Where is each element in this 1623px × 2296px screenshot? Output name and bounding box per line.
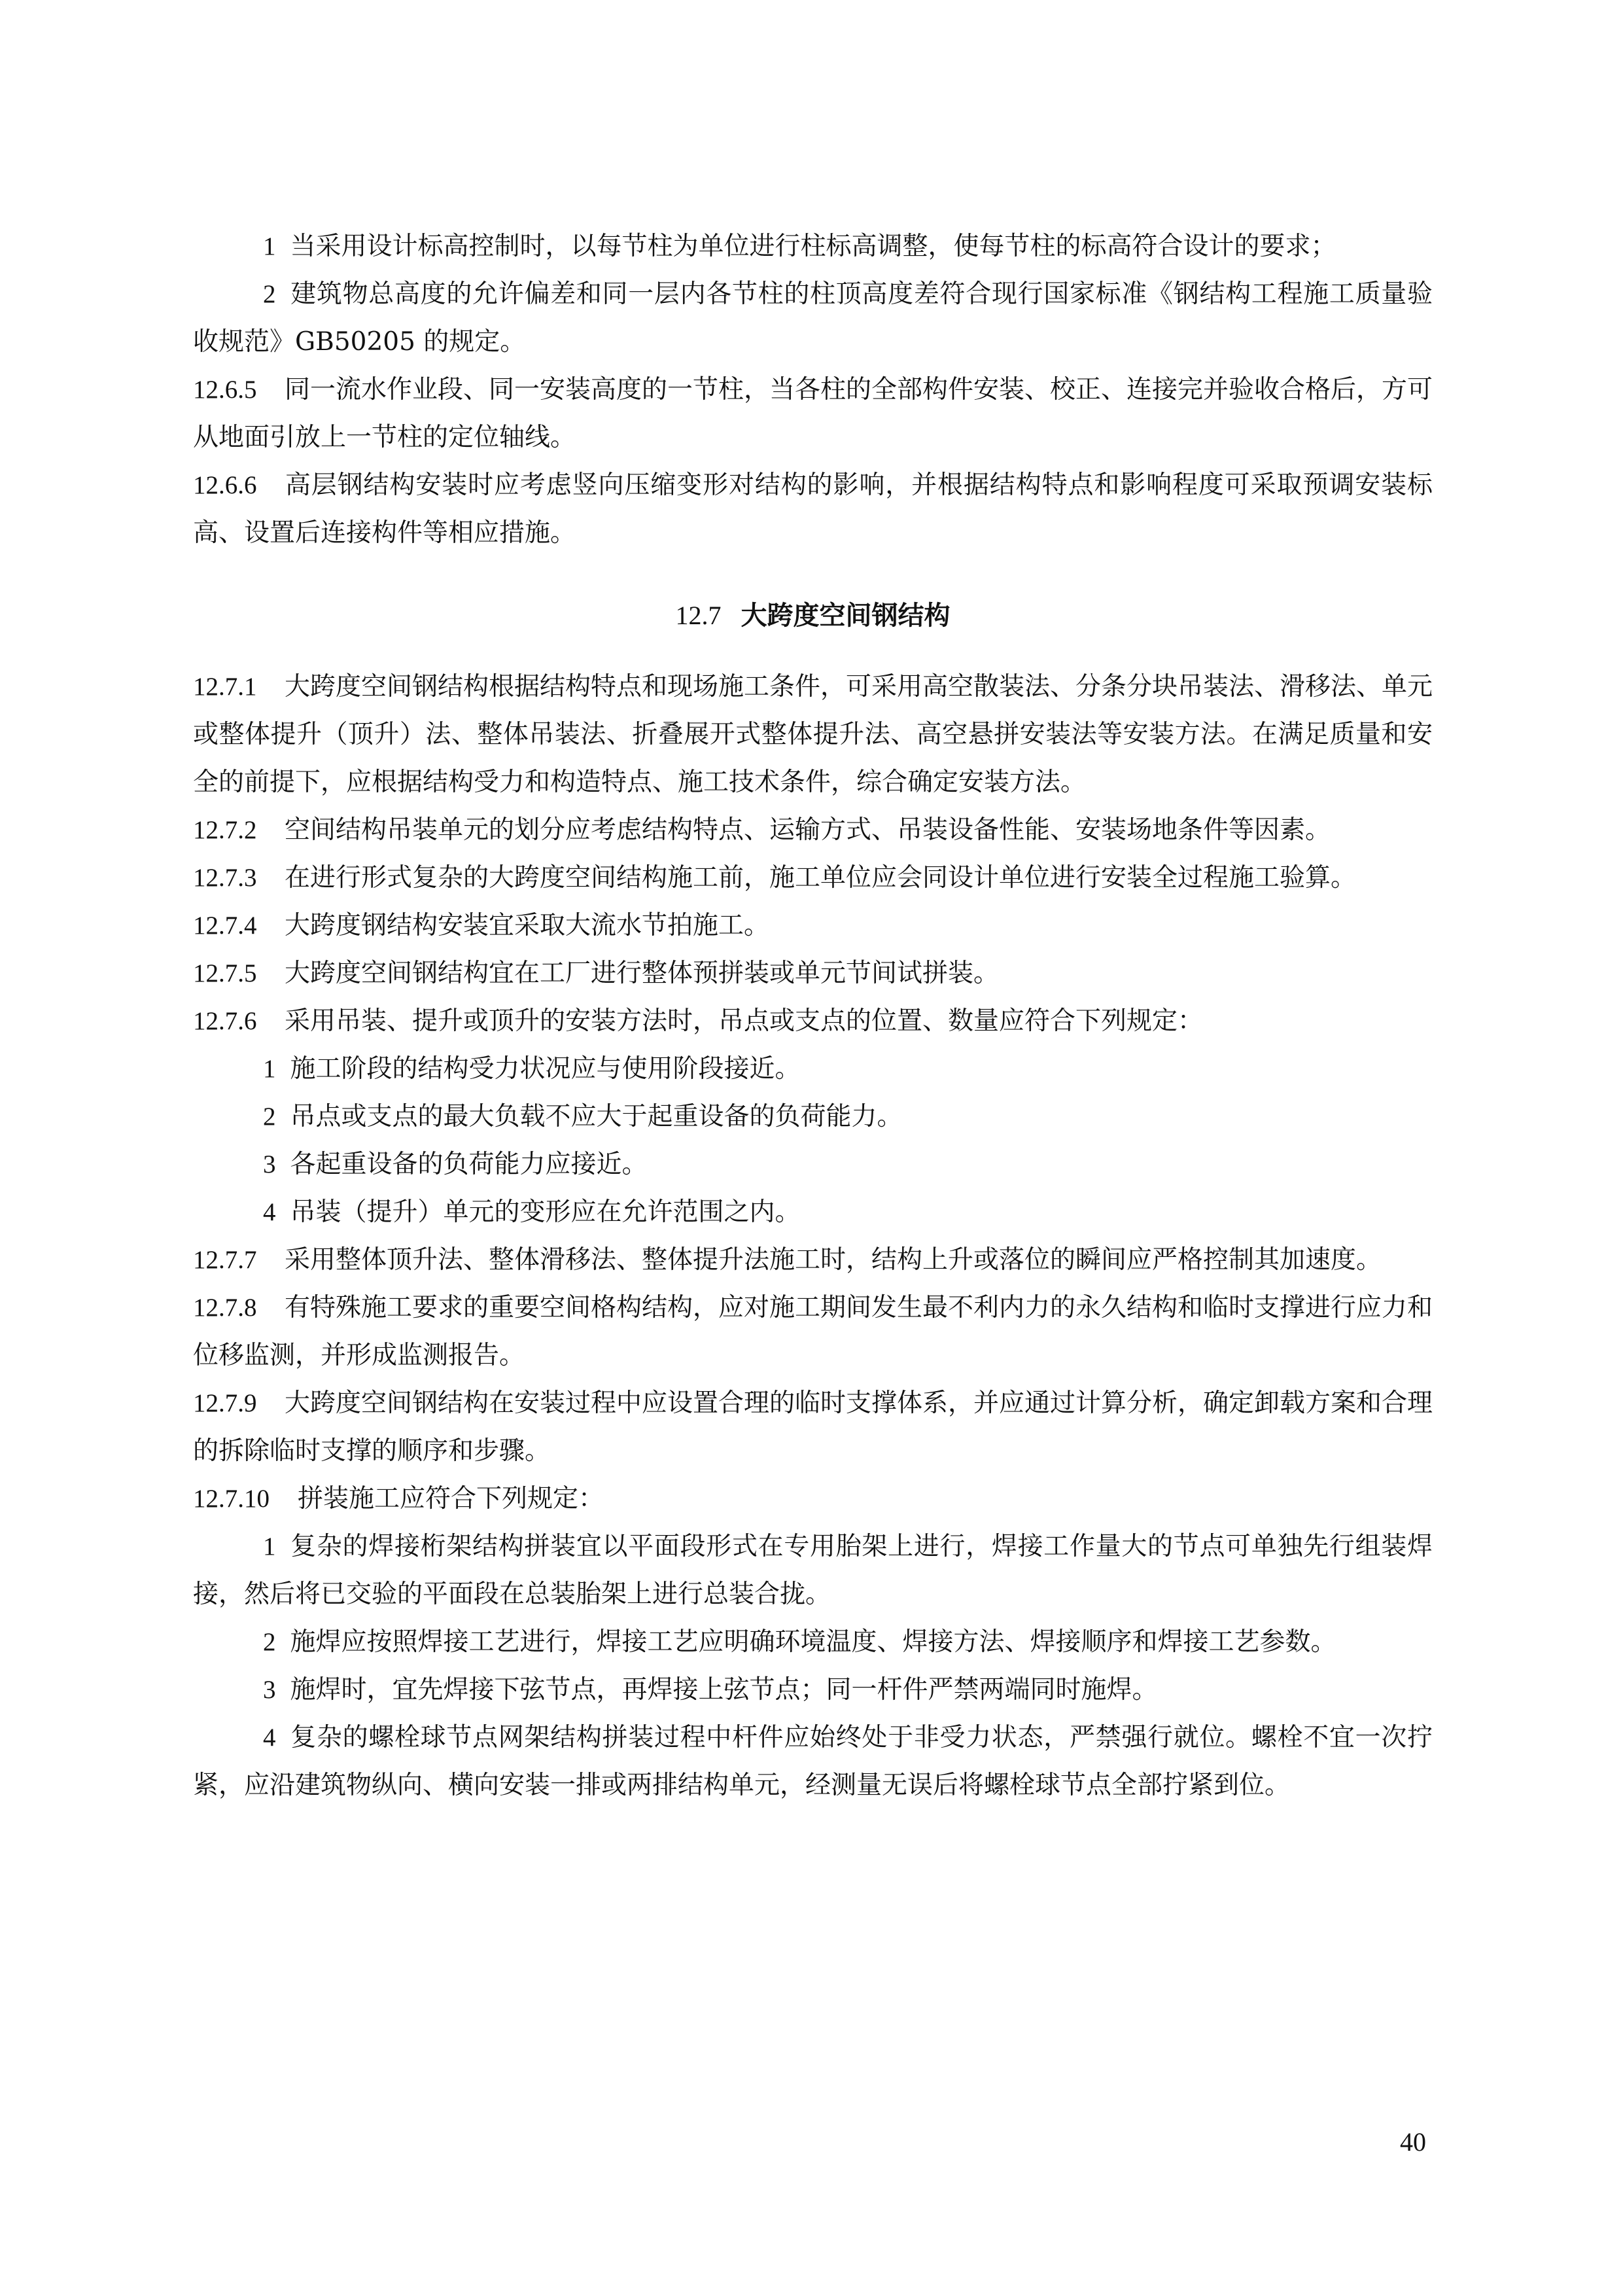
clause-12-7-2: 12.7.2 空间结构吊装单元的划分应考虑结构特点、运输方式、吊装设备性能、安装场地条件等因素。 <box>193 806 1433 854</box>
clause-12-7-8: 12.7.8 有特殊施工要求的重要空间格构结构，应对施工期间发生最不利内力的永久结构和临时支撑进行应力和位移监测，并形成监测报告。 <box>193 1284 1433 1379</box>
list-item: 1 施工阶段的结构受力状况应与使用阶段接近。 <box>263 1054 801 1084</box>
clause-12-7-6: 12.7.6 采用吊装、提升或顶升的安装方法时，吊点或支点的位置、数量应符合下列规定： <box>193 997 1433 1045</box>
list-item: 2 建筑物总高度的允许偏差和同一层内各节柱的柱顶高度差符合现行国家标准《钢结构工程施工质量验收规范》GB50205 的规定。 <box>193 279 1433 357</box>
clause-12-7-9: 12.7.9 大跨度空间钢结构在安装过程中应设置合理的临时支撑体系，并应通过计算分析，确定卸载方案和合理的拆除临时支撑的顺序和步骤。 <box>193 1379 1433 1475</box>
clause-number: 12.7.10 <box>193 1485 270 1513</box>
clause-number: 12.6.5 <box>193 376 257 404</box>
document-page <box>193 222 1433 1809</box>
clause-12-7-5: 12.7.5 大跨度空间钢结构宜在工厂进行整体预拼装或单元节间试拼装。 <box>193 949 1433 997</box>
clause-12-6-5: 12.6.5 同一流水作业段、同一安装高度的一节柱，当各柱的全部构件安装、校正、连接完并验收合格后，方可从地面引放上一节柱的定位轴线。 <box>193 366 1433 461</box>
section-heading: 12.7 大跨度空间钢结构 <box>675 600 951 631</box>
clause-number: 12.7.6 <box>193 1007 257 1035</box>
list-item: 4 吊装（提升）单元的变形应在允许范围之内。 <box>263 1197 801 1227</box>
clause-number: 12.7.1 <box>193 673 257 701</box>
clause-number: 12.7.5 <box>193 959 257 987</box>
clause-12-7-3: 12.7.3 在进行形式复杂的大跨度空间结构施工前，施工单位应会同设计单位进行安装全过程施工验算。 <box>193 854 1433 902</box>
list-item: 1 当采用设计标高控制时，以每节柱为单位进行柱标高调整，使每节柱的标高符合设计的要求； <box>263 232 1336 261</box>
clause-12-7-4: 12.7.4 大跨度钢结构安装宜采取大流水节拍施工。 <box>193 902 1433 949</box>
list-item: 3 施焊时，宜先焊接下弦节点，再焊接上弦节点；同一杆件严禁两端同时施焊。 <box>263 1675 1158 1704</box>
clause-number: 12.7.7 <box>193 1246 257 1274</box>
clause-number: 12.7.9 <box>193 1389 257 1417</box>
list-item: 1 复杂的焊接桁架结构拼装宜以平面段形式在专用胎架上进行，焊接工作量大的节点可单独先行组装焊接，然后将已交验的平面段在总装胎架上进行总装合拢。 <box>193 1532 1433 1609</box>
clause-12-7-1: 12.7.1 大跨度空间钢结构根据结构特点和现场施工条件，可采用高空散装法、分条分块吊装法、滑移法、单元或整体提升（顶升）法、整体吊装法、折叠展开式整体提升法、高空悬拼安装法等安装方法。在满足质量和安全的前提下，应根据结构受力和构造特点、施工技术条件，综合确定安装方法。 <box>193 663 1433 806</box>
page-number: 40 <box>1400 2127 1426 2157</box>
clause-number: 12.6.6 <box>193 471 257 499</box>
clause-number: 12.7.2 <box>193 816 257 844</box>
clause-12-7-7: 12.7.7 采用整体顶升法、整体滑移法、整体提升法施工时，结构上升或落位的瞬间应严格控制其加速度。 <box>193 1236 1433 1284</box>
clause-number: 12.7.3 <box>193 864 257 892</box>
clause-12-7-10: 12.7.10 拼装施工应符合下列规定： <box>193 1475 1433 1523</box>
clause-number: 12.7.8 <box>193 1294 257 1322</box>
list-item: 2 吊点或支点的最大负载不应大于起重设备的负荷能力。 <box>263 1102 903 1131</box>
list-item: 4 复杂的螺栓球节点网架结构拼装过程中杆件应始终处于非受力状态，严禁强行就位。螺栓不宜一次拧紧，应沿建筑物纵向、横向安装一排或两排结构单元，经测量无误后将螺栓球节点全部拧紧到位。 <box>193 1723 1433 1800</box>
list-item: 2 施焊应按照焊接工艺进行，焊接工艺应明确环境温度、焊接方法、焊接顺序和焊接工艺参数。 <box>263 1627 1336 1657</box>
list-item: 3 各起重设备的负荷能力应接近。 <box>263 1150 648 1179</box>
clause-number: 12.7.4 <box>193 911 257 940</box>
clause-12-6-6: 12.6.6 高层钢结构安装时应考虑竖向压缩变形对结构的影响，并根据结构特点和影响程度可采取预调安装标高、设置后连接构件等相应措施。 <box>193 461 1433 557</box>
